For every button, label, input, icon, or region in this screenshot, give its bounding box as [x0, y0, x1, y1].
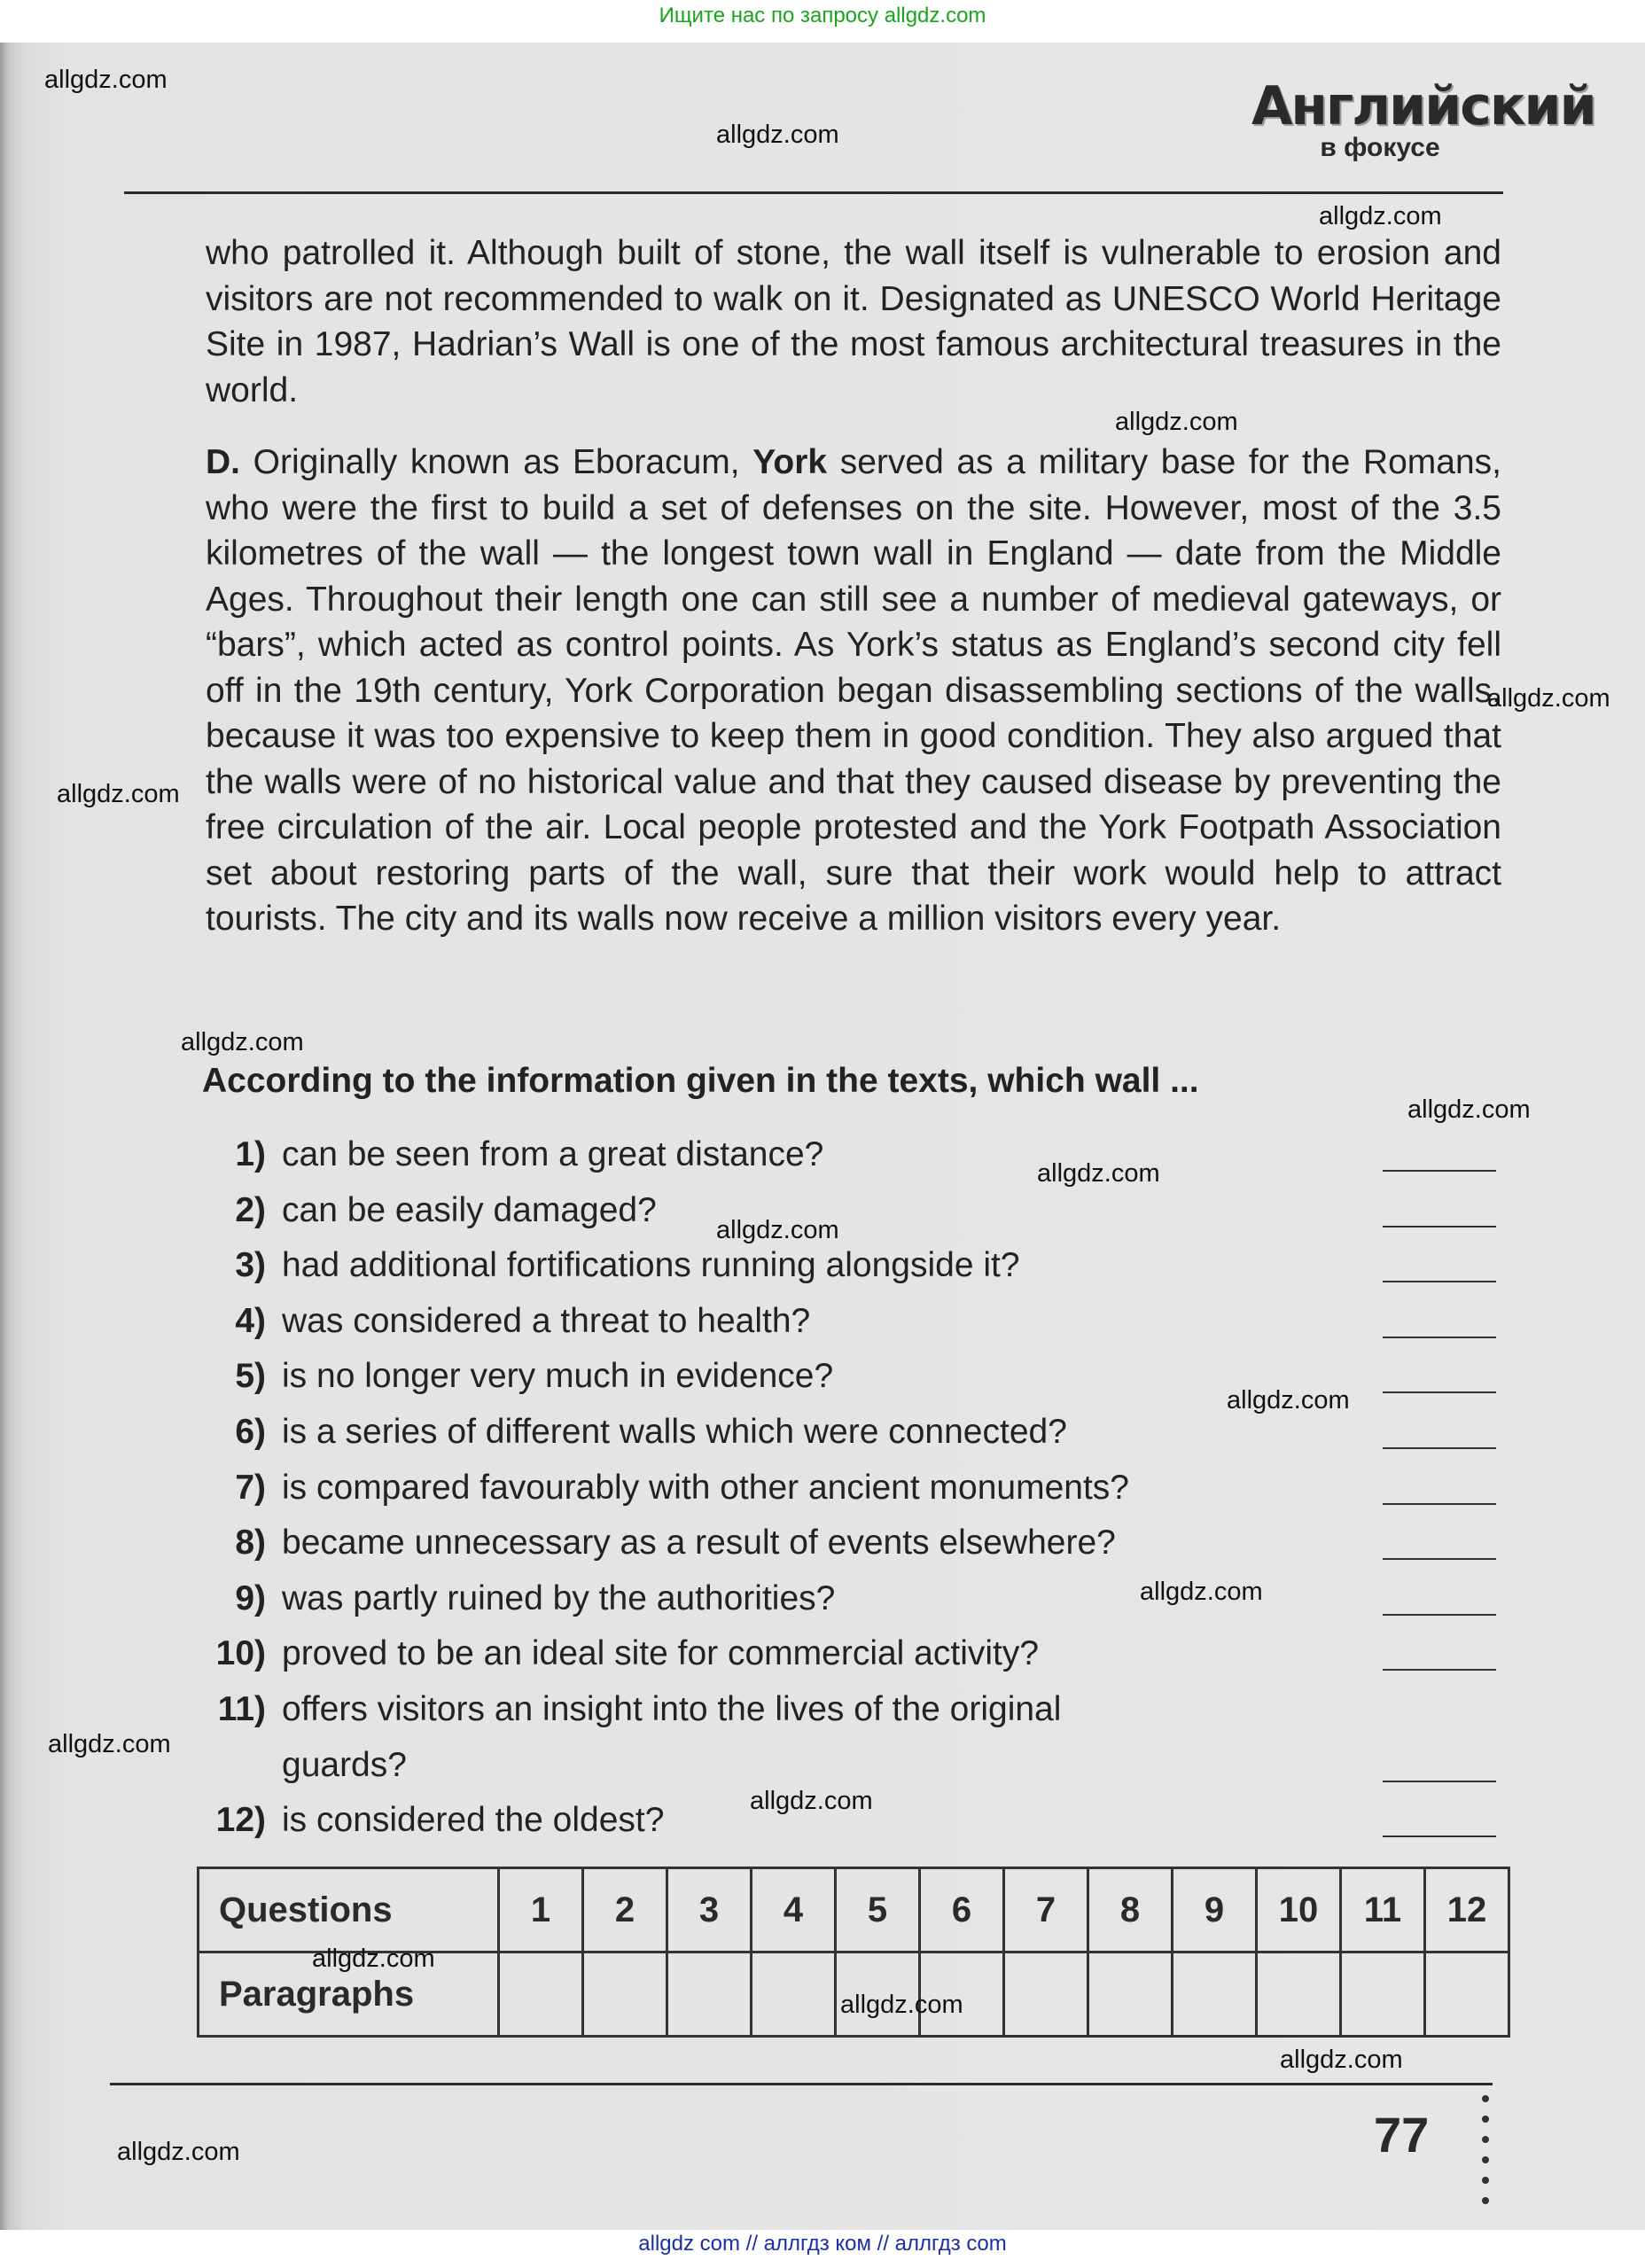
- bottom-search-banner[interactable]: allgdz com // аллгдз ком // аллгдз com: [638, 2232, 1007, 2256]
- watermark: allgdz.com: [57, 780, 180, 808]
- question-text: proved to be an ideal site for commercial activity?: [282, 1634, 1040, 1672]
- answer-cell[interactable]: [1341, 1952, 1425, 2037]
- question-text: is a series of different walls which were connected?: [282, 1413, 1067, 1451]
- col-header: 12: [1425, 1868, 1509, 1952]
- watermark: allgdz.com: [1407, 1095, 1531, 1124]
- question-number: 5): [235, 1357, 266, 1395]
- logo-title: Английский: [1251, 75, 1595, 137]
- answer-cell[interactable]: [752, 1952, 836, 2037]
- answer-blank[interactable]: [1383, 1281, 1496, 1282]
- question-number: 1): [235, 1135, 266, 1173]
- paragraph-d: [206, 440, 1501, 942]
- paragraph-d-name: York: [752, 443, 828, 481]
- watermark: allgdz.com: [1037, 1159, 1160, 1188]
- question-text: guards?: [282, 1746, 407, 1784]
- col-header: 2: [583, 1868, 667, 1952]
- question-text: was partly ruined by the authorities?: [282, 1579, 836, 1617]
- col-header: 4: [752, 1868, 836, 1952]
- question-text: is considered the oldest?: [282, 1801, 665, 1839]
- answer-blank[interactable]: [1383, 1558, 1496, 1560]
- answer-blank[interactable]: [1383, 1170, 1496, 1172]
- answer-blank[interactable]: [1383, 1614, 1496, 1616]
- question-text: can be seen from a great distance?: [282, 1135, 824, 1173]
- col-header: 1: [499, 1868, 583, 1952]
- row-label-paragraphs: Paragraphs: [199, 1952, 499, 2037]
- question-number: 10): [215, 1634, 266, 1672]
- question-text: had additional fortifications running alongside it?: [282, 1246, 1020, 1284]
- watermark: allgdz.com: [1280, 2046, 1403, 2074]
- watermark: allgdz.com: [44, 66, 168, 94]
- page-number: 77: [1374, 2107, 1430, 2163]
- answer-blank[interactable]: [1383, 1835, 1496, 1837]
- watermark: allgdz.com: [181, 1028, 304, 1056]
- col-header: 10: [1257, 1868, 1341, 1952]
- question-text: can be easily damaged?: [282, 1191, 657, 1229]
- question-number: 6): [235, 1413, 266, 1451]
- paragraph-d-body: served as a military base for the Romans, who were the first to build a set of defenses on the site. However, most of the 3.5 kilometres of the wall — the longest town wall in England — date from the Middle Ages. Throughout their length one can still see a number of medieval gateways, or “bars”, which acted as control points. As York’s status as England’s second city fell off in the 19th century, York Corporation began disassembling sections of the walls, because it was too expensive to keep them in good condition. They also argued that the walls were of no historical value and that they caused disease by preventing the free circulation of the air. Local people protested and the York Footpath Association set about restoring parts of the wall, sure that their work would help to attract tourists. The city and its walls now receive a million visitors every year.: [206, 443, 1501, 938]
- watermark: allgdz.com: [1227, 1386, 1350, 1415]
- answer-blank[interactable]: [1383, 1781, 1496, 1782]
- margin-dots: [1482, 2095, 1489, 2217]
- top-search-banner[interactable]: Ищите нас по запросу allgdz.com: [659, 4, 986, 27]
- watermark: allgdz.com: [312, 1945, 435, 1973]
- row-label-questions: Questions: [199, 1868, 499, 1952]
- question-number: 11): [217, 1690, 266, 1728]
- col-header: 11: [1341, 1868, 1425, 1952]
- answer-table-questions-row: [199, 1868, 1509, 1952]
- answer-cell[interactable]: [1004, 1952, 1088, 2037]
- watermark: allgdz.com: [1140, 1578, 1263, 1606]
- question-text: became unnecessary as a result of events elsewhere?: [282, 1524, 1116, 1562]
- watermark: allgdz.com: [840, 1991, 963, 2019]
- answer-cell[interactable]: [583, 1952, 667, 2037]
- question-number: 8): [235, 1524, 266, 1562]
- answer-cell[interactable]: [1257, 1952, 1341, 2037]
- question-text: is compared favourably with other ancient monuments?: [282, 1469, 1129, 1507]
- question-text: was considered a threat to health?: [282, 1302, 811, 1340]
- answer-blank[interactable]: [1383, 1669, 1496, 1671]
- answer-cell[interactable]: [667, 1952, 752, 2037]
- logo-subtitle: в фокусе: [1320, 133, 1440, 162]
- answer-blank[interactable]: [1383, 1391, 1496, 1393]
- paragraph-c-ending: who patrolled it. Although built of stone, the wall itself is vulnerable to erosion and visitors are not recommended to walk on it. Designated as UNESCO World Heritage Site in 1987, Hadrian’s Wall is one of the most famous architectural treasures in the world.: [206, 234, 1501, 409]
- question-number: 7): [235, 1469, 266, 1507]
- watermark: allgdz.com: [716, 1216, 839, 1244]
- watermark: allgdz.com: [1115, 408, 1238, 436]
- answer-blank[interactable]: [1383, 1337, 1496, 1338]
- watermark: allgdz.com: [1319, 202, 1442, 230]
- answer-cell[interactable]: [1088, 1952, 1173, 2037]
- col-header: 3: [667, 1868, 752, 1952]
- answer-blank[interactable]: [1383, 1447, 1496, 1449]
- question-text: is no longer very much in evidence?: [282, 1357, 834, 1395]
- question-text: offers visitors an insight into the lives of the original: [282, 1690, 1062, 1728]
- paragraph-d-intro: Originally known as Eboracum,: [253, 443, 740, 481]
- col-header: 7: [1004, 1868, 1088, 1952]
- question-number: 12): [215, 1801, 266, 1839]
- question-number: 9): [235, 1579, 266, 1617]
- header-rule: [124, 191, 1503, 194]
- answer-cell[interactable]: [1173, 1952, 1257, 2037]
- book-logo: [1251, 75, 1595, 162]
- watermark: allgdz.com: [48, 1730, 171, 1758]
- watermark: allgdz.com: [117, 2138, 240, 2166]
- col-header: 8: [1088, 1868, 1173, 1952]
- answer-cell[interactable]: [1425, 1952, 1509, 2037]
- footer-rule: [110, 2083, 1493, 2085]
- paragraph-d-label: D.: [206, 443, 240, 481]
- col-header: 5: [836, 1868, 920, 1952]
- question-number: 4): [235, 1302, 266, 1340]
- watermark: allgdz.com: [1487, 684, 1610, 713]
- answer-blank[interactable]: [1383, 1226, 1496, 1228]
- answer-blank[interactable]: [1383, 1503, 1496, 1505]
- question-number: 3): [235, 1246, 266, 1284]
- watermark: allgdz.com: [716, 121, 839, 149]
- col-header: 9: [1173, 1868, 1257, 1952]
- question-number: 2): [235, 1191, 266, 1229]
- answer-cell[interactable]: [499, 1952, 583, 2037]
- watermark: allgdz.com: [750, 1787, 873, 1815]
- task-instruction: According to the information given in the texts, which wall ...: [202, 1062, 1199, 1100]
- col-header: 6: [920, 1868, 1004, 1952]
